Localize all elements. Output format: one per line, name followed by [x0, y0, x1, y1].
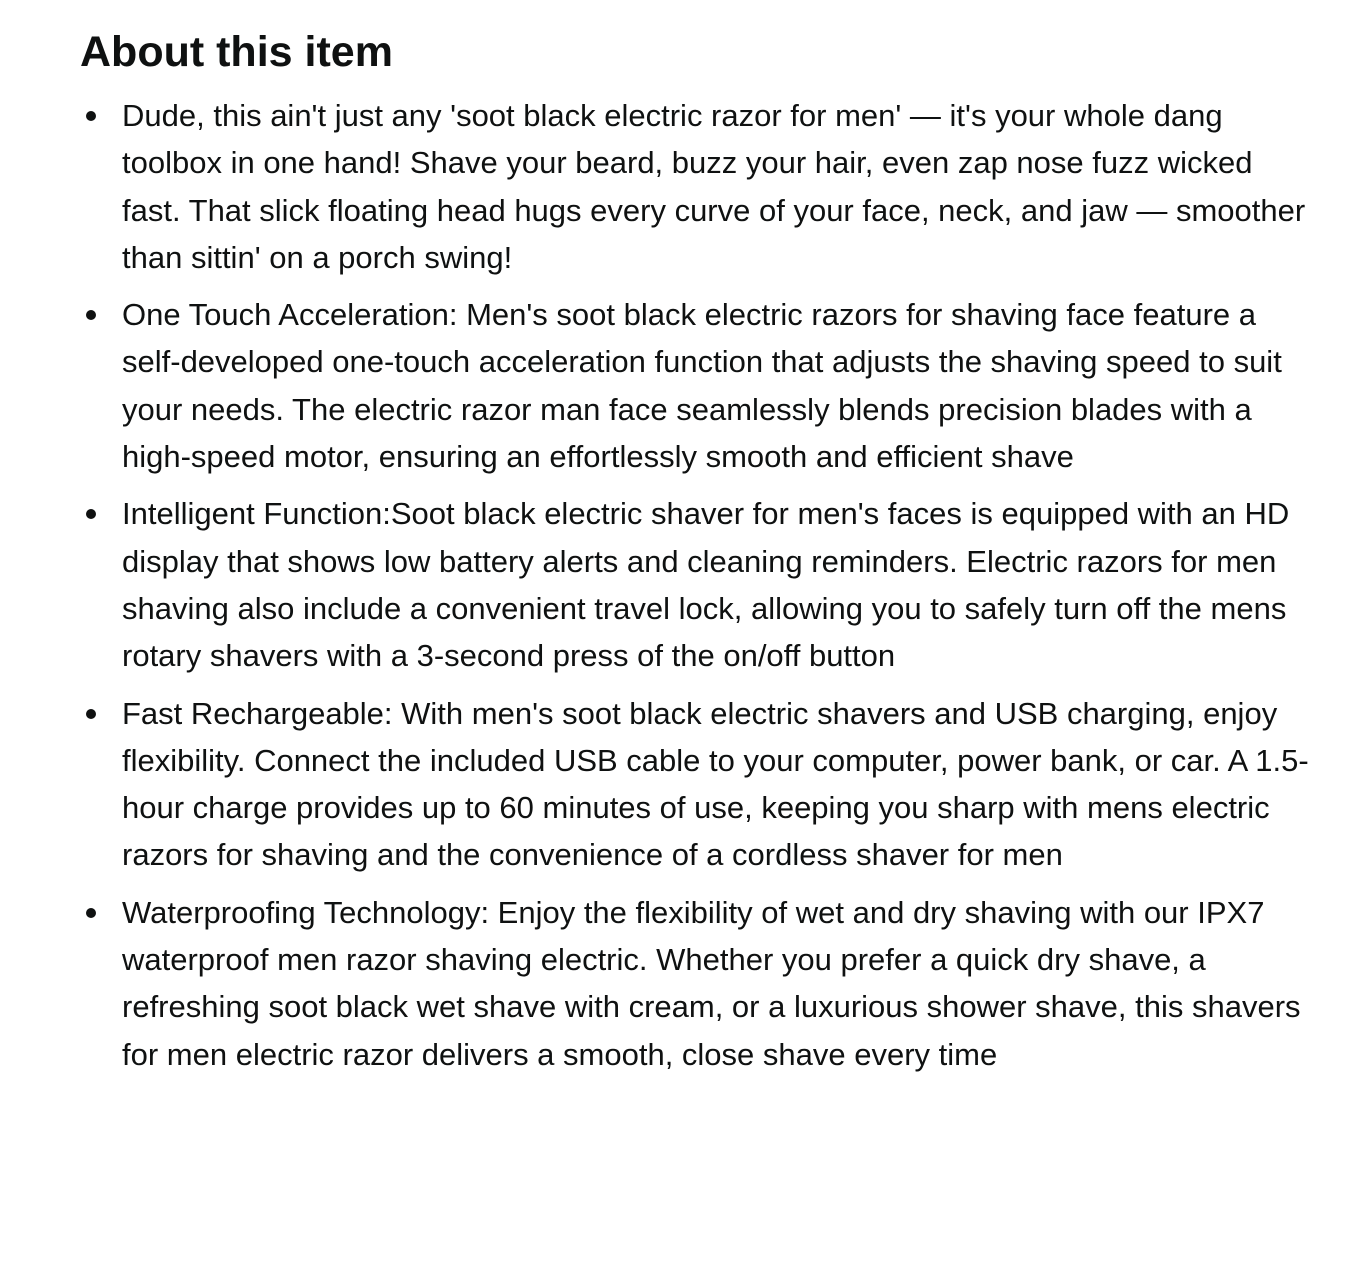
list-item — [80, 889, 1310, 1078]
bullet-text: Fast Rechargeable: With men's soot black electric shavers and USB charging, enjoy flexibility. Connect the included USB cable to your computer, power bank, or car. A 1.5-hour charge provides up to 60 minutes of use, keeping you sharp with mens electric razors for shaving and the convenience of a cordless shaver for men — [122, 695, 1309, 873]
bullet-dot-icon — [86, 709, 96, 719]
feature-bullet-list — [80, 92, 1310, 1078]
section-title: About this item — [80, 28, 393, 76]
bullet-text: Waterproofing Technology: Enjoy the flexibility of wet and dry shaving with our IPX7 waterproof men razor shaving electric. Whether you prefer a quick dry shave, a refreshing soot black wet shave with cream, or a luxurious shower shave, this shavers for men electric razor delivers a smooth, close shave every time — [122, 894, 1301, 1072]
bullet-text: One Touch Acceleration: Men's soot black electric razors for shaving face feature a self-developed one-touch acceleration function that adjusts the shaving speed to suit your needs. The electric razor man face seamlessly blends precision blades with a high-speed motor, ensuring an effortlessly smooth and efficient shave — [122, 297, 1282, 475]
bullet-text: Intelligent Function:Soot black electric shaver for men's faces is equipped with an HD display that shows low battery alerts and cleaning reminders. Electric razors for men shaving also include a convenient travel lock, allowing you to safely turn off the mens rotary shavers with a 3-second press of the on/off button — [122, 496, 1290, 674]
list-item — [80, 690, 1310, 879]
bullet-dot-icon — [86, 310, 96, 320]
bullet-dot-icon — [86, 509, 96, 519]
list-item — [80, 291, 1310, 480]
list-item — [80, 490, 1310, 679]
bullet-text: Dude, this ain't just any 'soot black electric razor for men' — it's your whole dang toolbox in one hand! Shave your beard, buzz your hair, even zap nose fuzz wicked fast. That slick floating head hugs every curve of your face, neck, and jaw — smoother than sittin' on a porch swing! — [122, 98, 1306, 275]
bullet-dot-icon — [86, 111, 96, 121]
list-item — [80, 92, 1310, 281]
bullet-dot-icon — [86, 908, 96, 918]
